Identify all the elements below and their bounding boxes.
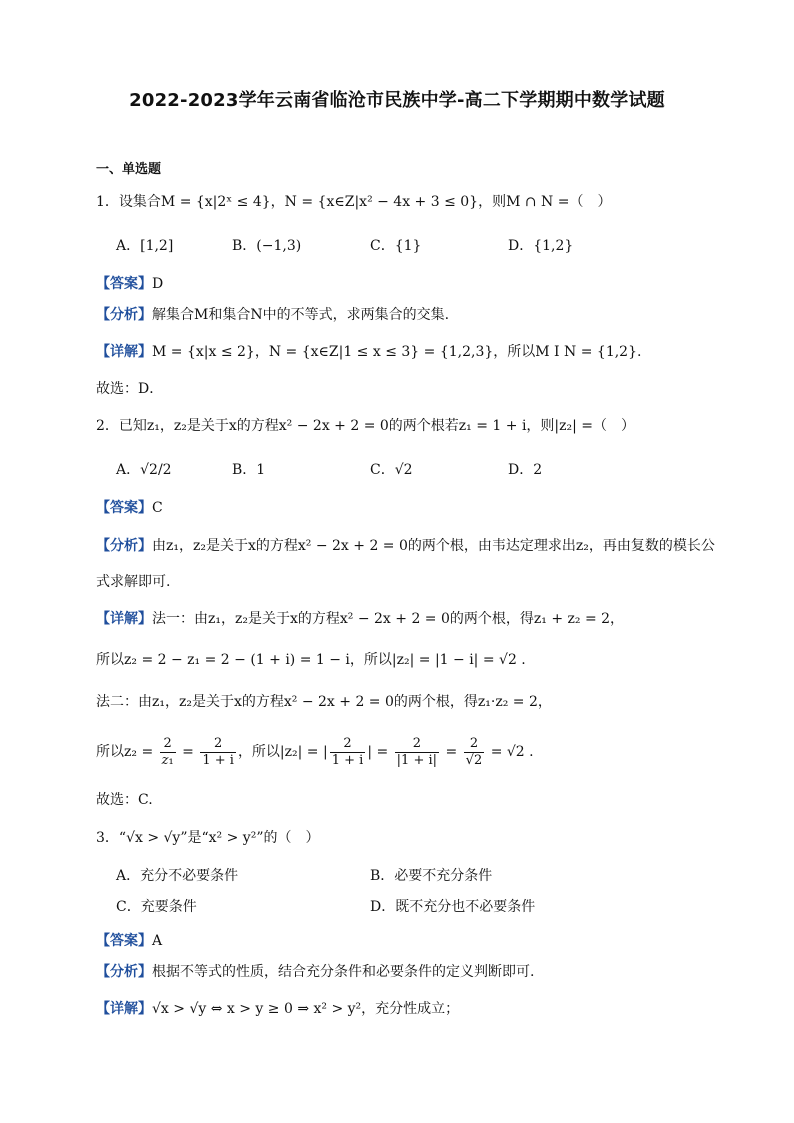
q2-detail-2: 所以z₂ = 2 − z₁ = 2 − (1 + i) = 1 − i，所以|z₂| = |1 − i| = √2 .: [96, 652, 526, 668]
q2-detail-4-mid: ，所以|z₂| =: [237, 744, 319, 760]
section-heading: 一、单选题: [96, 162, 162, 177]
q3-analysis-row: [96, 962, 534, 982]
q1-option-a: A．[1,2]: [116, 238, 174, 254]
q3-option-c: C．充要条件: [116, 899, 197, 915]
q2-detail-4-end: = √2 .: [490, 744, 534, 760]
detail-tag: 【详解】: [96, 1001, 152, 1017]
fraction-2-over-1-plus-i: $\frac{2}{1 + i}$: [202, 735, 234, 768]
q3-analysis: 根据不等式的性质，结合充分条件和必要条件的定义判断即可.: [152, 964, 535, 980]
analysis-tag: 【分析】: [96, 538, 152, 554]
q3-option-a: A．充分不必要条件: [116, 868, 239, 884]
q2-answer-row: [96, 498, 163, 518]
q1-conclusion: 故选：D．: [96, 381, 164, 397]
q2-detail-1: 法一：由z₁，z₂是关于x的方程x² − 2x + 2 = 0的两个根，得z₁ + z₂ = 2，: [152, 611, 625, 627]
q2-option-b: B．1: [232, 462, 266, 478]
answer-tag: 【答案】: [96, 500, 152, 516]
q1-option-c: C．{1}: [370, 238, 422, 254]
q3-option-b: B．必要不充分条件: [370, 868, 493, 884]
detail-tag: 【详解】: [96, 344, 152, 360]
q3-stem: 3．“√x > √y”是“x² > y²”的（ ）: [96, 830, 320, 846]
answer-tag: 【答案】: [96, 933, 152, 949]
q3-detail: √x > √y ⇔ x > y ≥ 0 ⇒ x² > y²，充分性成立；: [152, 1001, 460, 1017]
q2-detail-3: 法二：由z₁，z₂是关于x的方程x² − 2x + 2 = 0的两个根，得z₁·z₂ = 2，: [96, 694, 552, 710]
q1-stem: 1．设集合M = {x|2ˣ ≤ 4}，N = {x∈Z|x² − 4x + 3 ≤ 0}，则M ∩ N =（ ）: [96, 194, 612, 210]
q2-answer: C: [152, 500, 163, 516]
answer-tag: 【答案】: [96, 276, 152, 292]
q1-detail: M = {x|x ≤ 2}，N = {x∈Z|1 ≤ x ≤ 3} = {1,2,3}，所以M I N = {1,2}.: [152, 344, 642, 360]
detail-tag: 【详解】: [96, 611, 152, 627]
fraction-abs: $\frac{2}{1 + i}$: [331, 735, 364, 768]
q2-analysis-row: [96, 536, 715, 556]
fraction-2-over-abs: $\frac{2}{|1 + i|}$: [396, 735, 438, 768]
q3-answer-row: [96, 931, 162, 951]
q3-detail-row: [96, 999, 459, 1019]
page-title: 2022-2023学年云南省临沧市民族中学-高二下学期期中数学试题: [129, 90, 665, 111]
analysis-tag: 【分析】: [96, 307, 152, 323]
q1-option-b: B．(−1,3): [232, 238, 302, 254]
analysis-tag: 【分析】: [96, 964, 152, 980]
q2-option-a: A．√2/2: [116, 462, 172, 478]
q1-answer-row: [96, 274, 163, 294]
q2-detail-4-prefix: 所以z₂ =: [96, 744, 154, 760]
q2-option-d: D．2: [508, 462, 543, 478]
q2-detail-4: 所以z₂ = $\frac{2}{\text{z₁}}$ = $\frac{2}{1 + i}$ ，所以|z₂| = | $\frac{2}{1 + i}$ | = $\frac{2}{|1 + i|}$ = $\frac{2}{√2}$ = √2 .: [96, 735, 534, 768]
q1-analysis: 解集合M和集合N中的不等式，求两集合的交集.: [152, 307, 450, 323]
q3-answer: A: [152, 933, 163, 949]
q1-analysis-row: [96, 305, 449, 325]
q1-answer: D: [152, 276, 164, 292]
q3-option-d: D．既不充分也不必要条件: [370, 899, 536, 915]
q2-analysis-2: 式求解即可.: [96, 574, 171, 590]
q2-analysis-1: 由z₁，z₂是关于x的方程x² − 2x + 2 = 0的两个根，由韦达定理求出z₂，再由复数的模长公: [152, 538, 715, 554]
q2-detail-row: [96, 609, 624, 629]
q2-option-c: C．√2: [370, 462, 413, 478]
fraction-2-over-sqrt2: $\frac{2}{√2}$: [465, 735, 483, 768]
q2-conclusion: 故选：C.: [96, 792, 153, 808]
q2-stem: 2．已知z₁，z₂是关于x的方程x² − 2x + 2 = 0的两个根若z₁ = 1 + i，则|z₂| =（ ）: [96, 418, 636, 434]
fraction-2-over-z1: $\frac{2}{\text{z₁}}$: [161, 735, 174, 768]
q1-option-d: D．{1,2}: [508, 238, 574, 254]
q1-detail-row: [96, 342, 641, 362]
